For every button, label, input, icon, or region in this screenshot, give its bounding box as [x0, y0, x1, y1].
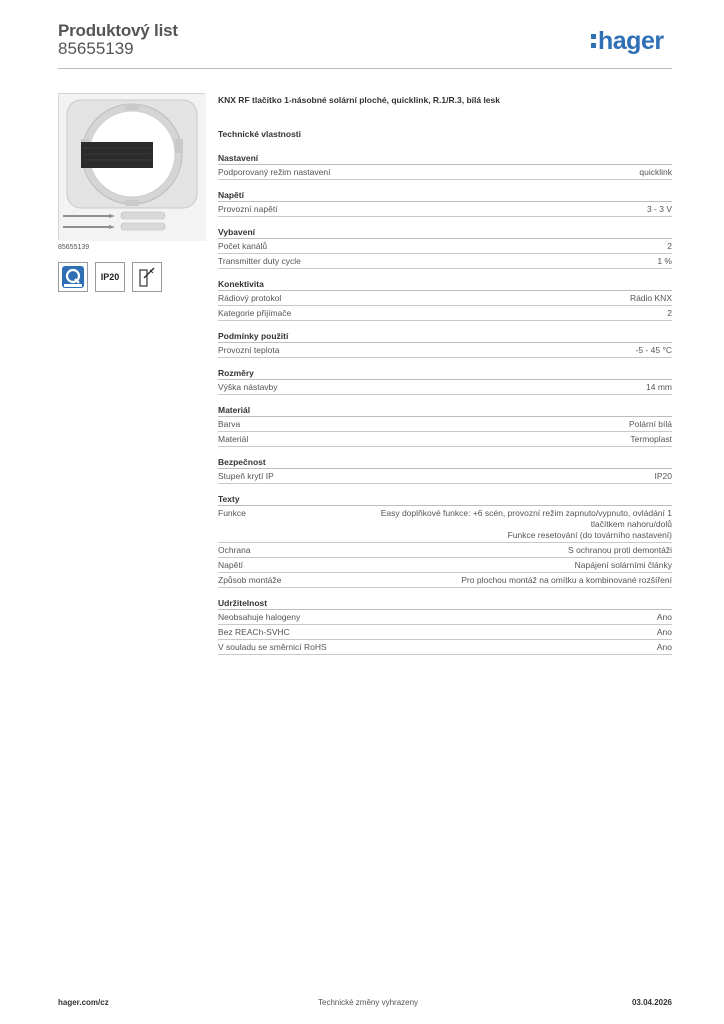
- spec-group: [218, 331, 672, 358]
- spec-group: [218, 279, 672, 321]
- spec-group-title: Materiál: [218, 405, 672, 417]
- quicklink-badge: [58, 262, 88, 292]
- spec-value-line: 14 mm: [646, 382, 672, 392]
- ip-rating-label: IP20: [100, 272, 120, 282]
- spec-value: [461, 575, 672, 586]
- spec-value: [629, 419, 672, 430]
- spec-row: [218, 558, 672, 573]
- spec-row: [218, 610, 672, 625]
- spec-value-line: Pro plochou montáž na omítku a kombinované rozšíření: [461, 575, 672, 585]
- spec-label: V souladu se směrnicí RoHS: [218, 642, 327, 652]
- spec-row: [218, 640, 672, 655]
- spec-value: [636, 345, 672, 356]
- spec-label: Kategorie přijímače: [218, 308, 292, 318]
- spec-value-line: Easy doplňkové funkce: +6 scén, provozní režim zapnuto/vypnuto, ovládání 1: [380, 508, 672, 518]
- spec-group: [218, 598, 672, 655]
- spec-groups: [218, 153, 672, 655]
- spec-value: [381, 508, 672, 541]
- spec-value: [568, 545, 672, 556]
- spec-label: Stupeň krytí IP: [218, 471, 274, 481]
- spec-group-title: Bezpečnost: [218, 457, 672, 469]
- spec-group-title: Konektivita: [218, 279, 672, 291]
- spec-label: Ochrana: [218, 545, 251, 555]
- spec-group-title: Vybavení: [218, 227, 672, 239]
- spec-group-title: Napětí: [218, 190, 672, 202]
- spec-row: [218, 469, 672, 484]
- spec-row: [218, 343, 672, 358]
- spec-value: [630, 293, 672, 304]
- logo-text: hager: [598, 27, 664, 55]
- spec-group-title: Podmínky použití: [218, 331, 672, 343]
- spec-value: [575, 560, 672, 571]
- spec-value-line: quicklink: [639, 167, 672, 177]
- spec-group: [218, 368, 672, 395]
- screwdriver-icon: [135, 265, 159, 289]
- spec-value: [657, 612, 672, 623]
- spec-row: [218, 417, 672, 432]
- spec-value: [657, 256, 672, 267]
- spec-value-line: Napájení solárními články: [574, 560, 672, 570]
- spec-value: [655, 471, 673, 482]
- spec-group-title: Udržitelnost: [218, 598, 672, 610]
- spec-value-line: 2: [667, 241, 672, 251]
- spec-group-title: Nastavení: [218, 153, 672, 165]
- badge-row: [58, 262, 162, 292]
- spec-row: [218, 239, 672, 254]
- footer-website-link[interactable]: hager.com/cz: [58, 998, 109, 1007]
- spec-value-line: Polární bílá: [629, 419, 672, 429]
- spec-value-line: IP20: [654, 471, 672, 481]
- wall-switch-illustration: [59, 94, 206, 241]
- spec-group: [218, 190, 672, 217]
- spec-value: [657, 627, 672, 638]
- spec-row: [218, 543, 672, 558]
- spec-label: Výška nástavby: [218, 382, 278, 392]
- spec-value: [667, 308, 672, 319]
- spec-value: [667, 241, 672, 252]
- spec-value: [657, 642, 672, 653]
- spec-value-line: Ano: [656, 642, 672, 652]
- spec-row: [218, 306, 672, 321]
- spec-value: [639, 167, 672, 178]
- spec-value-line: 2: [667, 308, 672, 318]
- spec-value-line: Termoplast: [630, 434, 672, 444]
- hager-logo[interactable]: [591, 27, 664, 56]
- spec-row: [218, 165, 672, 180]
- spec-row: [218, 291, 672, 306]
- spec-value-line: Ano: [656, 627, 672, 637]
- spec-value: [646, 382, 672, 393]
- spec-label: Transmitter duty cycle: [218, 256, 301, 266]
- spec-value-line: 3 - 3 V: [646, 204, 672, 214]
- spec-label: Neobsahuje halogeny: [218, 612, 301, 622]
- quicklink-q-icon: [61, 265, 85, 289]
- spec-group: [218, 494, 672, 588]
- spec-group: [218, 405, 672, 447]
- product-name: KNX RF tlačítko 1-násobné solární ploché, quicklink, R.1/R.3, bílá lesk: [218, 95, 500, 105]
- spec-label: Barva: [218, 419, 241, 429]
- spec-row: [218, 254, 672, 269]
- image-caption: 85655139: [58, 244, 90, 251]
- spec-value: [647, 204, 672, 215]
- spec-sheet: [218, 95, 672, 655]
- spec-row: [218, 380, 672, 395]
- spec-value-line: tlačítkem nahoru/dolů: [590, 519, 672, 529]
- spec-label: Napětí: [218, 560, 244, 570]
- spec-value-line: Ano: [656, 612, 672, 622]
- spec-label: Podporovaný režim nastavení: [218, 167, 331, 177]
- spec-label: Funkce: [218, 508, 246, 518]
- product-code: 85655139: [58, 39, 134, 58]
- spec-row: [218, 432, 672, 447]
- spec-label: Bez REACh-SVHC: [218, 627, 290, 637]
- spec-value-line: -5 - 45 °C: [635, 345, 672, 355]
- footer-date: 03.04.2026: [631, 998, 672, 1007]
- product-image: [58, 93, 205, 240]
- spec-value: [630, 434, 672, 445]
- spec-value-line: S ochranou proti demontáži: [568, 545, 672, 555]
- spec-label: Provozní teplota: [218, 345, 280, 355]
- spec-label: Provozní napětí: [218, 204, 278, 214]
- footer-disclaimer: Technické změny vyhrazeny: [318, 998, 419, 1007]
- spec-group: [218, 153, 672, 180]
- spec-group-title: Rozměry: [218, 368, 672, 380]
- spec-row: [218, 573, 672, 588]
- header-divider: [58, 68, 672, 69]
- spec-group-title: Texty: [218, 494, 672, 506]
- spec-label: Počet kanálů: [218, 241, 268, 251]
- installation-badge: [132, 262, 162, 292]
- spec-label: Materiál: [218, 434, 249, 444]
- spec-value-line: Funkce resetování (do továrního nastavení): [507, 530, 672, 540]
- spec-group: [218, 457, 672, 484]
- page-title: Produktový list: [58, 21, 178, 40]
- spec-label: Způsob montáže: [218, 575, 282, 585]
- logo-colon-icon: [591, 32, 597, 50]
- spec-group: [218, 227, 672, 269]
- spec-value-line: Rádio KNX: [629, 293, 672, 303]
- spec-label: Rádiový protokol: [218, 293, 282, 303]
- spec-row: [218, 202, 672, 217]
- spec-row: [218, 506, 672, 543]
- spec-row: [218, 625, 672, 640]
- section-heading: Technické vlastnosti: [218, 129, 301, 139]
- ip-rating-badge: [95, 262, 125, 292]
- spec-value-line: 1 %: [657, 256, 672, 266]
